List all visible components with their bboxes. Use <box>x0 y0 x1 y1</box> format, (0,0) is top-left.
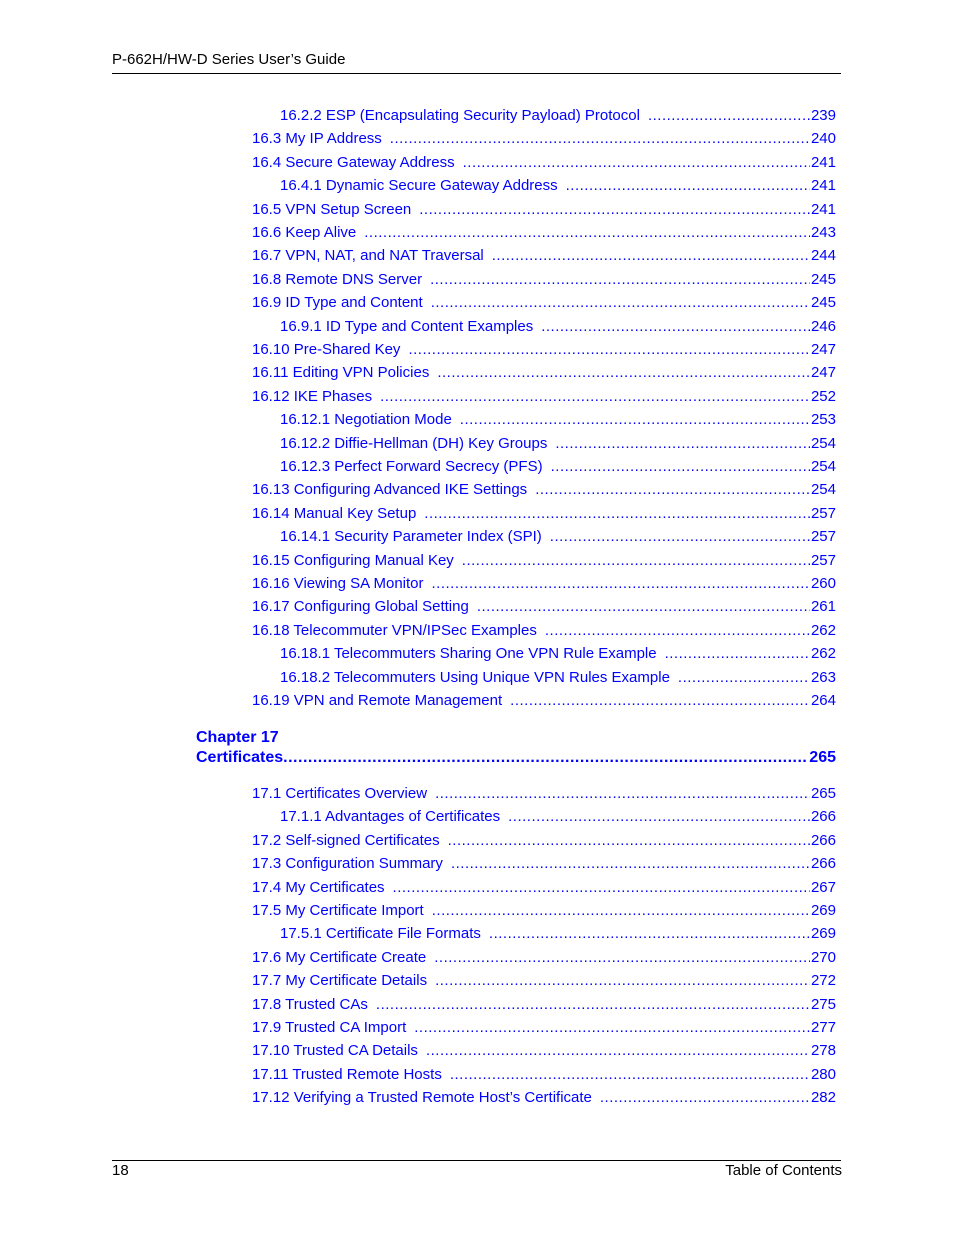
page-header-title: P-662H/HW-D Series User’s Guide <box>112 51 346 68</box>
dot-leader <box>555 434 810 454</box>
dot-leader <box>535 480 810 500</box>
toc-entry-page: 262 <box>810 645 836 663</box>
toc-entry[interactable] <box>252 363 836 383</box>
dot-leader <box>451 854 810 874</box>
toc-entry[interactable] <box>252 621 836 641</box>
dot-leader <box>492 246 810 266</box>
toc-entry[interactable] <box>252 574 836 594</box>
toc-entry[interactable] <box>252 129 836 149</box>
dot-leader <box>545 621 810 641</box>
toc-entry-label: 17.12 Verifying a Trusted Remote Host’s Certificate <box>252 1089 592 1107</box>
toc-entry[interactable] <box>280 924 836 944</box>
toc-entry[interactable] <box>252 200 836 220</box>
toc-entry-label: 17.1.1 Advantages of Certificates <box>280 808 501 826</box>
toc-entry-label: 16.16 Viewing SA Monitor <box>252 575 424 592</box>
toc-entry-label: 17.5 My Certificate Import <box>252 902 424 919</box>
toc-entry-label: 16.14.1 Security Parameter Index (SPI) <box>280 528 542 546</box>
toc-entry-page: 275 <box>810 995 836 1013</box>
dot-leader <box>463 153 810 173</box>
toc-entry-page: 269 <box>810 925 836 943</box>
dot-leader <box>665 644 810 664</box>
toc-entry-label: 16.4.1 Dynamic Secure Gateway Address <box>280 177 558 195</box>
toc-entry-label: 16.13 Configuring Advanced IKE Settings <box>252 481 528 499</box>
toc-entry[interactable] <box>280 434 836 454</box>
dot-leader <box>419 200 810 220</box>
toc-entry-page: 270 <box>810 948 836 966</box>
toc-entry-label: 16.18.1 Telecommuters Sharing One VPN Rule Example <box>280 645 657 663</box>
toc-entry-page: 272 <box>810 972 836 990</box>
toc-entry[interactable] <box>252 387 836 407</box>
toc-entry-page: 241 <box>810 177 836 195</box>
dot-leader <box>477 597 810 617</box>
dot-leader <box>678 668 810 688</box>
toc-entry-label: 16.18 Telecommuter VPN/IPSec Examples <box>252 621 537 639</box>
toc-entry-page: 266 <box>810 855 836 873</box>
toc-entry-page: 257 <box>810 528 836 546</box>
toc-entry-label: 16.14 Manual Key Setup <box>252 504 417 522</box>
dot-leader <box>600 1088 810 1108</box>
toc-entry-page: 282 <box>810 1089 836 1107</box>
dot-leader <box>430 270 810 290</box>
toc-entry-page: 260 <box>810 575 836 592</box>
toc-entry[interactable] <box>280 668 836 688</box>
toc-entry-label: 16.9.1 ID Type and Content Examples <box>280 317 534 335</box>
dot-leader <box>434 948 810 968</box>
toc-entry-page: 269 <box>810 902 836 919</box>
toc-entry-page: 267 <box>810 878 836 896</box>
toc-entry-page: 241 <box>810 153 836 171</box>
toc-entry-label: 16.7 VPN, NAT, and NAT Traversal <box>252 247 484 265</box>
toc-entry-page: 239 <box>810 107 836 124</box>
dot-leader <box>426 1041 810 1061</box>
toc-entry[interactable] <box>280 807 836 827</box>
toc-entry[interactable] <box>252 293 836 313</box>
dot-leader <box>460 410 810 430</box>
toc-entry[interactable] <box>252 223 836 243</box>
toc-entry-label: 16.15 Configuring Manual Key <box>252 551 454 569</box>
toc-entry-page: 241 <box>810 200 836 218</box>
toc-entry-page: 244 <box>810 247 836 265</box>
toc-entry[interactable] <box>252 878 836 898</box>
toc-entry-label: 16.18.2 Telecommuters Using Unique VPN Rules Example <box>280 668 670 686</box>
footer-section-label: Table of Contents <box>725 1162 842 1179</box>
dot-leader <box>508 807 810 827</box>
toc-entry[interactable] <box>280 106 836 126</box>
toc-entry-label: 16.5 VPN Setup Screen <box>252 200 412 218</box>
toc-entry[interactable] <box>252 971 836 991</box>
toc-entry[interactable] <box>252 1088 836 1108</box>
toc-entry[interactable] <box>252 1065 836 1085</box>
toc-entry[interactable] <box>252 784 836 804</box>
toc-entry-page: 254 <box>810 481 836 499</box>
toc-entry-page: 265 <box>810 785 836 802</box>
toc-entry[interactable] <box>252 1041 836 1061</box>
toc-entry[interactable] <box>252 504 836 524</box>
toc-entry-page: 263 <box>810 668 836 686</box>
toc-entry-page: 247 <box>810 364 836 382</box>
toc-entry-page: 246 <box>810 317 836 335</box>
toc-entry-label: 16.6 Keep Alive <box>252 224 357 241</box>
dot-leader <box>431 293 810 313</box>
dot-leader <box>390 129 810 149</box>
toc-entry[interactable] <box>252 551 836 571</box>
dot-leader <box>551 457 810 477</box>
toc-entry[interactable] <box>280 176 836 196</box>
toc-entry-page: 266 <box>810 831 836 849</box>
toc-entry[interactable] <box>280 527 836 547</box>
toc-entry-page: 247 <box>810 341 836 358</box>
toc-entry-label: 16.3 My IP Address <box>252 130 382 148</box>
toc-entry-label: 16.12.1 Negotiation Mode <box>280 411 452 429</box>
toc-entry-label: 17.4 My Certificates <box>252 878 385 896</box>
toc-entry-label: 16.10 Pre-Shared Key <box>252 341 401 358</box>
dot-leader <box>437 363 810 383</box>
toc-entry-page: 240 <box>810 130 836 148</box>
dot-leader <box>380 387 810 407</box>
toc-entry-label: 17.11 Trusted Remote Hosts <box>252 1065 442 1083</box>
toc-entry-page: 254 <box>810 458 836 475</box>
toc-entry-label: 16.8 Remote DNS Server <box>252 270 423 288</box>
toc-entry-label: 16.12.3 Perfect Forward Secrecy (PFS) <box>280 458 543 475</box>
toc-entry-page: 245 <box>810 294 836 312</box>
toc-entry-label: 16.19 VPN and Remote Management <box>252 692 503 709</box>
toc-entry[interactable] <box>252 270 836 290</box>
toc-entry-label: 17.2 Self-signed Certificates <box>252 831 440 849</box>
dot-leader <box>648 106 810 126</box>
dot-leader <box>376 995 810 1015</box>
toc-entry-page: 264 <box>810 692 836 709</box>
dot-leader <box>435 784 810 804</box>
toc-entry[interactable] <box>280 410 836 430</box>
toc-entry-label: 17.10 Trusted CA Details <box>252 1042 418 1060</box>
dot-leader <box>450 1065 810 1085</box>
toc-entry-label: 16.9 ID Type and Content <box>252 294 423 312</box>
dot-leader <box>283 748 808 768</box>
toc-entry-label: 16.17 Configuring Global Setting <box>252 598 469 616</box>
toc-entry[interactable] <box>280 457 836 477</box>
dot-leader <box>541 317 810 337</box>
dot-leader <box>510 691 810 711</box>
toc-entry[interactable] <box>252 480 836 500</box>
toc-entry-label: 16.12 IKE Phases <box>252 387 373 405</box>
dot-leader <box>566 176 810 196</box>
dot-leader <box>432 574 810 594</box>
toc-entry-page: 262 <box>810 621 836 639</box>
toc-entry-label: 16.12.2 Diffie-Hellman (DH) Key Groups <box>280 434 548 452</box>
dot-leader <box>424 504 810 524</box>
toc-entry-label: 16.11 Editing VPN Policies <box>252 364 430 382</box>
toc-entry-page: 254 <box>810 434 836 452</box>
toc-entry[interactable] <box>252 246 836 266</box>
toc-entry-page: 257 <box>810 551 836 569</box>
toc-entry[interactable] <box>252 691 836 711</box>
toc-entry-page: 253 <box>810 411 836 429</box>
footer-rule <box>112 1160 841 1161</box>
toc-entry-label: 17.8 Trusted CAs <box>252 995 368 1013</box>
toc-entry[interactable] <box>252 995 836 1015</box>
toc-entry-label: 16.2.2 ESP (Encapsulating Security Payload) Protocol <box>280 107 640 124</box>
footer-page-number: 18 <box>112 1162 129 1179</box>
toc-entry[interactable] <box>252 831 836 851</box>
toc-entry[interactable] <box>252 1018 836 1038</box>
toc-entry-page: 266 <box>810 808 836 826</box>
toc-entry[interactable] <box>252 340 836 360</box>
toc-entry-page: 261 <box>810 598 836 616</box>
dot-leader <box>550 527 810 547</box>
toc-entry-label: 17.3 Configuration Summary <box>252 855 443 873</box>
toc-entry-label: 17.6 My Certificate Create <box>252 948 427 966</box>
toc-entry-page: 265 <box>809 749 836 766</box>
toc-entry-page: 252 <box>810 387 836 405</box>
toc-entry-page: 278 <box>810 1042 836 1060</box>
chapter-number: Chapter 17 <box>196 729 279 746</box>
chapter-title-link[interactable] <box>196 748 836 768</box>
toc-entry-page: 280 <box>810 1065 836 1083</box>
toc-entry[interactable] <box>252 854 836 874</box>
toc-entry[interactable] <box>280 317 836 337</box>
dot-leader <box>408 340 810 360</box>
dot-leader <box>435 971 810 991</box>
dot-leader <box>432 901 810 921</box>
dot-leader <box>462 551 810 571</box>
toc-entry-label: 17.9 Trusted CA Import <box>252 1019 407 1036</box>
dot-leader <box>448 831 810 851</box>
toc-entry[interactable] <box>252 901 836 921</box>
toc-entry-label: 17.7 My Certificate Details <box>252 972 428 990</box>
toc-entry-page: 245 <box>810 270 836 288</box>
toc-entry-label: Certificates <box>196 749 284 766</box>
toc-entry[interactable] <box>252 597 836 617</box>
toc-entry-label: 17.1 Certificates Overview <box>252 785 428 802</box>
toc-entry-page: 257 <box>810 504 836 522</box>
dot-leader <box>414 1018 810 1038</box>
dot-leader <box>489 924 810 944</box>
toc-entry[interactable] <box>252 153 836 173</box>
toc-entry[interactable] <box>280 644 836 664</box>
toc-entry[interactable] <box>252 948 836 968</box>
toc-entry-label: 16.4 Secure Gateway Address <box>252 153 455 171</box>
dot-leader <box>364 223 810 243</box>
toc-entry-page: 277 <box>810 1019 836 1036</box>
toc-entry-label: 17.5.1 Certificate File Formats <box>280 925 481 943</box>
dot-leader <box>393 878 810 898</box>
toc-entry-page: 243 <box>810 224 836 241</box>
